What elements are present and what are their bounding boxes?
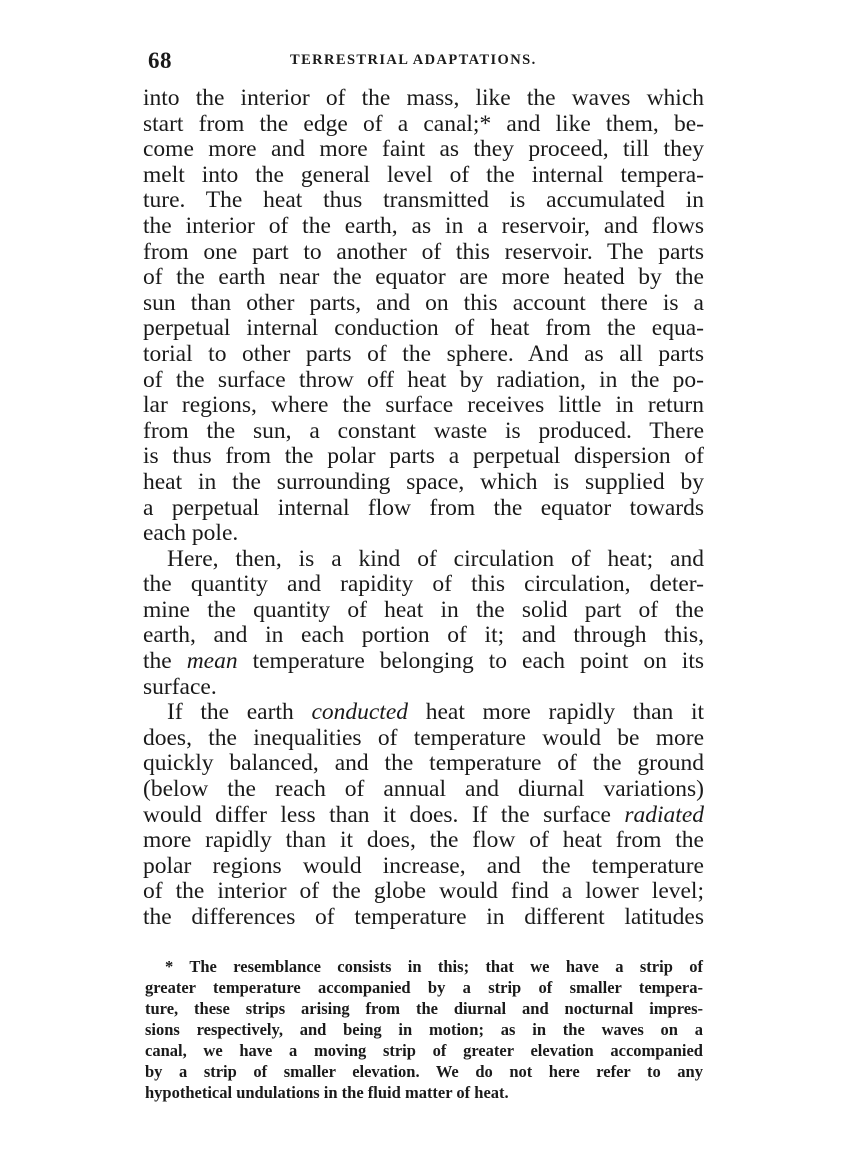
paragraph-end-line: surface.	[143, 673, 217, 700]
paragraph-start-line	[143, 700, 704, 726]
text-line: quickly balanced, and the temperature of the ground	[143, 750, 704, 777]
footnote-line: ture, these strips arising from the diurnal and nocturnal impres-	[145, 999, 703, 1018]
text-line: does, the inequalities of temperature would be more	[143, 724, 704, 751]
italic-word: radiated	[624, 801, 704, 828]
text-line: of the earth near the equator are more heated by the	[143, 264, 704, 291]
text-line: the interior of the earth, as in a reservoir, and flows	[143, 212, 704, 239]
footnote-line: sions respectively, and being in motion; as in the waves on a	[145, 1020, 703, 1039]
text-run: the	[143, 648, 172, 675]
page-header	[148, 48, 704, 76]
footnote-line: canal, we have a moving strip of greater elevation accompanied	[145, 1041, 703, 1060]
italic-word: mean	[186, 648, 238, 675]
text-line: of the interior of the globe would find a lower level;	[143, 878, 704, 905]
text-line: the quantity and rapidity of this circulation, deter-	[143, 571, 704, 598]
text-line: torial to other parts of the sphere. And as all parts	[143, 340, 704, 367]
paragraph-start-line: Here, then, is a kind of circulation of heat; and	[167, 545, 704, 572]
footnote-line: by a strip of smaller elevation. We do not here refer to any	[145, 1062, 703, 1081]
text-line	[143, 803, 704, 829]
text-line: lar regions, where the surface receives little in return	[143, 392, 704, 419]
body-text	[143, 86, 704, 931]
italic-word: conducted	[311, 699, 409, 726]
text-line: more rapidly than it does, the flow of heat from the	[143, 827, 704, 854]
running-head: TERRESTRIAL ADAPTATIONS.	[290, 52, 537, 68]
paragraph-end-line: each pole.	[143, 520, 239, 547]
text-line: mine the quantity of heat in the solid part of the	[143, 596, 704, 623]
text-line: is thus from the polar parts a perpetual dispersion of	[143, 443, 704, 470]
text-line: sun than other parts, and on this account there is a	[143, 289, 704, 316]
text-line: perpetual internal conduction of heat from the equa-	[143, 315, 704, 342]
text-line: (below the reach of annual and diurnal variations)	[143, 776, 704, 803]
text-line: ture. The heat thus transmitted is accumulated in	[143, 187, 704, 214]
text-line: earth, and in each portion of it; and through this,	[143, 622, 704, 649]
text-line: heat in the surrounding space, which is supplied by	[143, 468, 704, 495]
text-line: from one part to another of this reservoir. The parts	[143, 238, 704, 265]
text-line: of the surface throw off heat by radiation, in the po-	[143, 366, 704, 393]
text-line: start from the edge of a canal;* and like them, be-	[143, 110, 704, 137]
footnote-line: hypothetical undulations in the fluid matter of heat.	[145, 1083, 509, 1102]
page-number: 68	[148, 48, 172, 73]
text-line: the differences of temperature in different latitudes	[143, 904, 704, 930]
footnote-line: * The resemblance consists in this; that we have a strip of	[165, 957, 703, 976]
text-run: heat more rapidly than it	[425, 699, 705, 726]
text-line: a perpetual internal flow from the equator towards	[143, 494, 704, 521]
text-run: If the earth	[167, 699, 294, 726]
footnote	[145, 956, 703, 1103]
text-run: temperature belonging to each point on its	[252, 648, 705, 675]
text-line: from the sun, a constant waste is produced. There	[143, 417, 704, 444]
text-line: into the interior of the mass, like the waves which	[143, 85, 704, 111]
text-line: melt into the general level of the internal tempera-	[143, 161, 704, 188]
footnote-line: greater temperature accompanied by a strip of smaller tempera-	[145, 978, 703, 997]
text-line: polar regions would increase, and the temperature	[143, 852, 704, 879]
text-line	[143, 649, 704, 675]
text-line: come more and more faint as they proceed, till they	[143, 136, 704, 163]
text-run: would differ less than it does. If the surface	[143, 801, 611, 828]
